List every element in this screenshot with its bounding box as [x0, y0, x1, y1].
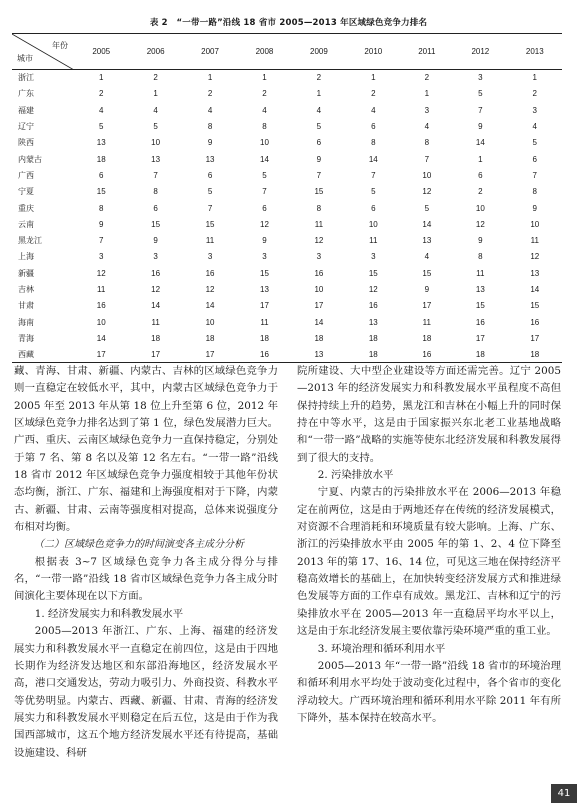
rank-cell: 18: [260, 333, 269, 343]
rank-cell: 18: [422, 333, 432, 343]
rank-cell: 7: [207, 203, 213, 213]
rank-cell: 5: [262, 170, 267, 180]
rank-cell: 4: [532, 122, 537, 132]
city-cell: 上海: [18, 252, 34, 262]
ranking-table: [12, 33, 562, 363]
rank-cell: 18: [96, 154, 106, 164]
rank-cell: 15: [314, 187, 324, 197]
table-row: [12, 216, 562, 232]
rank-cell: 11: [476, 268, 485, 278]
rank-cell: 5: [532, 138, 537, 148]
page-number: 41: [551, 784, 577, 803]
city-cell: 黑龙江: [18, 236, 42, 246]
rank-cell: 2: [262, 89, 267, 99]
table-row: [12, 298, 562, 314]
right-text-column: [297, 363, 561, 727]
city-cell: 辽宁: [18, 122, 34, 132]
city-cell: 福建: [18, 105, 34, 115]
rank-cell: 12: [368, 285, 378, 294]
rank-cell: 9: [207, 138, 213, 148]
rank-cell: 15: [368, 268, 378, 278]
year-header: 2010: [346, 34, 400, 70]
rank-cell: 17: [530, 333, 540, 343]
rank-cell: 3: [316, 252, 322, 262]
table-row: [12, 330, 562, 346]
section-heading: 3. 环境治理和循环利用水平: [317, 642, 446, 655]
rank-cell: 15: [422, 268, 432, 278]
rank-cell: 15: [151, 219, 161, 229]
table-body: [12, 70, 562, 363]
city-cell: 西藏: [12, 347, 74, 363]
city-cell: 青海: [18, 333, 34, 343]
rank-cell: 4: [371, 105, 376, 115]
city-cell: 浙江: [18, 73, 34, 83]
rank-cell: 1: [316, 89, 322, 99]
rank-cell: 15: [205, 219, 215, 229]
rank-cell: 7: [316, 170, 322, 180]
year-header: 2008: [237, 34, 291, 70]
rank-cell: 1: [532, 73, 537, 83]
table-row: [12, 347, 562, 363]
rank-cell: 18: [453, 347, 507, 363]
rank-cell: 13: [368, 317, 378, 327]
year-header: 2013: [508, 34, 562, 70]
rank-cell: 10: [96, 317, 106, 327]
table-row: [12, 86, 562, 102]
rank-cell: 9: [478, 236, 483, 246]
rank-cell: 6: [478, 170, 483, 180]
year-header: 2009: [292, 34, 346, 70]
table-header-row: [12, 34, 562, 70]
city-cell: 宁夏: [18, 187, 34, 197]
rank-cell: 5: [153, 122, 158, 132]
rank-cell: 13: [475, 285, 485, 294]
rank-cell: 2: [153, 73, 158, 83]
rank-cell: 3: [262, 252, 267, 262]
rank-cell: 16: [368, 301, 378, 311]
rank-cell: 8: [371, 138, 376, 148]
table-row: [12, 200, 562, 216]
rank-cell: 11: [530, 236, 539, 246]
rank-cell: 18: [314, 333, 324, 343]
rank-cell: 11: [260, 317, 269, 327]
rank-cell: 18: [346, 347, 400, 363]
rank-cell: 6: [262, 203, 267, 213]
city-cell: 新疆: [18, 268, 34, 278]
year-header: 2005: [74, 34, 128, 70]
rank-cell: 7: [478, 105, 483, 115]
rank-cell: 4: [424, 122, 430, 132]
rank-cell: 5: [207, 187, 213, 197]
rank-cell: 16: [530, 317, 540, 327]
rank-cell: 8: [478, 252, 483, 262]
rank-cell: 7: [262, 187, 267, 197]
paragraph: 根据表 3~7 区域绿色竞争力各主成分得分与排名，“一带一路”沿线 18 省市区域绿色竞争力各主成分时间演化主要体现在以下方面。: [14, 555, 278, 603]
rank-cell: 14: [475, 138, 485, 148]
city-cell: 广西: [18, 170, 34, 180]
rank-cell: 6: [153, 203, 158, 213]
rank-cell: 14: [314, 317, 324, 327]
rank-cell: 9: [153, 236, 158, 246]
rank-cell: 13: [422, 236, 432, 246]
year-header: 2012: [453, 34, 507, 70]
table-row: [12, 151, 562, 167]
rank-cell: 9: [478, 122, 483, 132]
rank-cell: 10: [530, 219, 540, 229]
year-header-label: 年份: [52, 41, 68, 50]
rank-cell: 5: [316, 122, 322, 132]
rank-cell: 2: [207, 89, 213, 99]
rank-cell: 8: [532, 187, 537, 197]
rank-cell: 5: [371, 187, 376, 197]
rank-cell: 17: [422, 301, 432, 311]
rank-cell: 12: [422, 187, 432, 197]
table-row: [12, 135, 562, 151]
rank-cell: 18: [205, 333, 215, 343]
rank-cell: 12: [96, 268, 106, 278]
rank-cell: 1: [153, 89, 158, 99]
rank-cell: 18: [151, 333, 161, 343]
rank-cell: 12: [530, 252, 540, 262]
paragraph: 宁夏、内蒙古的污染排放水平在 2006—2013 年稳定在前两位，这是由于两地还存在传统的经济发展模式，对资源不合理消耗和环境质量有较大影响。上海、广东、浙江的污染排放水平由 2005 年的第 1、2、4 位下降至 2013 年的第 17、16、14 位，可见这三地在保持经济平稳高效增长的基础上，在加快转变经济发展方式和推进绿色发展等方面的工作卓有成效。黑龙江、吉林和辽宁的污染排放水平在 2005—2013 年一直稳居平均水平以上，这是由于东北经济发展主要依靠污染环境严重的重工业。: [297, 486, 561, 638]
rank-cell: 7: [371, 170, 376, 180]
rank-cell: 4: [153, 105, 158, 115]
rank-cell: 2: [371, 89, 376, 99]
rank-cell: 3: [424, 105, 430, 115]
rank-cell: 1: [262, 73, 267, 83]
rank-cell: 3: [98, 252, 104, 262]
rank-cell: 13: [205, 154, 215, 164]
rank-cell: 17: [260, 301, 269, 311]
table-row: [12, 249, 562, 265]
rank-cell: 6: [371, 203, 376, 213]
rank-cell: 6: [371, 122, 376, 132]
rank-cell: 16: [96, 301, 106, 311]
year-header: 2006: [128, 34, 182, 70]
rank-cell: 5: [98, 122, 104, 132]
rank-cell: 8: [207, 122, 213, 132]
rank-cell: 4: [262, 105, 267, 115]
rank-cell: 2: [478, 187, 483, 197]
table-row: [12, 314, 562, 330]
paragraph: 2005—2013 年“一带一路”沿线 18 省市的环境治理和循环利用水平均处于波动变化过程中，各个省市的变化浮动较大。广西环境治理和循环利用水平除 2011 年有所下降外，基本保持在较高水平。: [297, 659, 561, 724]
paragraph: 藏、青海、甘肃、新疆、内蒙古、吉林的区域绿色竞争力则一直稳定在较低水平，其中，内蒙古区域绿色竞争力于 2005 年至 2013 年从第 18 位上升至第 6 位，2012 年区域绿色竞争力排名达到了第 1 位，绿色发展潜力巨大。广西、重庆、云南区域绿色竞争力一直保持稳定，分别处于第 7 名、第 8 名以及第 12 名左右。“一带一路”沿线 18 省市 2012 年区域绿色竞争力强度相较于其他年份状态均衡，浙江、广东、福建和上海强度相对于下降，内蒙古、新疆、甘肃、云南等强度相对提高，总体来说强度分布相对均衡。: [14, 365, 278, 534]
rank-cell: 1: [478, 154, 483, 164]
rank-cell: 16: [237, 347, 291, 363]
paragraph: 2005—2013 年浙江、广东、上海、福建的经济发展实力和科教发展水平一直稳定在前四位，这是由于四地长期作为经济发达地区和东部沿海地区，经济发展水平高，港口交通发达，劳动力吸引力、外商投资、科教水平等优势明显。内蒙古、西藏、新疆、甘肃、青海的经济发展实力和科教发展水平则稳定在后五位，这是由于作为我国西部城市，这五个地方经济发展水平还有待提高，基础设施建设、科研: [14, 625, 278, 759]
rank-cell: 17: [183, 347, 237, 363]
rank-cell: 1: [207, 73, 213, 83]
rank-cell: 14: [422, 219, 432, 229]
rank-cell: 2: [316, 73, 322, 83]
table-row: [12, 184, 562, 200]
rank-cell: 13: [96, 138, 106, 148]
rank-cell: 13: [292, 347, 346, 363]
table-row: [12, 102, 562, 118]
rank-cell: 11: [369, 236, 378, 246]
section-subheading: （二）区域绿色竞争力的时间演变各主成分分析: [34, 539, 244, 551]
rank-cell: 3: [207, 252, 213, 262]
rank-cell: 6: [316, 138, 322, 148]
rank-cell: 3: [532, 105, 537, 115]
rank-cell: 7: [424, 154, 430, 164]
rank-cell: 7: [532, 170, 537, 180]
rank-cell: 10: [475, 203, 485, 213]
rank-cell: 12: [151, 285, 161, 294]
rank-cell: 10: [260, 138, 269, 148]
rank-cell: 15: [530, 301, 540, 311]
rank-cell: 4: [316, 105, 322, 115]
rank-cell: 14: [96, 333, 106, 343]
rank-cell: 14: [205, 301, 215, 311]
city-cell: 陕西: [18, 138, 34, 148]
rank-cell: 5: [424, 203, 430, 213]
rank-cell: 10: [422, 170, 432, 180]
rank-cell: 16: [151, 268, 161, 278]
rank-cell: 1: [371, 73, 376, 83]
rank-cell: 17: [475, 333, 485, 343]
rank-cell: 3: [478, 73, 483, 83]
corner-header-cell: [12, 34, 74, 70]
rank-cell: 14: [151, 301, 161, 311]
rank-cell: 10: [205, 317, 215, 327]
table-row: [12, 167, 562, 183]
rank-cell: 6: [532, 154, 537, 164]
rank-cell: 18: [368, 333, 378, 343]
rank-cell: 10: [314, 285, 324, 294]
rank-cell: 14: [530, 285, 540, 294]
rank-cell: 12: [475, 219, 485, 229]
city-cell: 吉林: [18, 285, 34, 294]
rank-cell: 9: [316, 154, 322, 164]
city-cell: 内蒙古: [18, 154, 42, 164]
rank-cell: 5: [478, 89, 483, 99]
rank-cell: 4: [98, 105, 104, 115]
left-text-column: [14, 363, 278, 762]
section-heading: 1. 经济发展实力和科教发展水平: [34, 607, 184, 620]
rank-cell: 3: [153, 252, 158, 262]
rank-cell: 17: [128, 347, 182, 363]
rank-cell: 17: [314, 301, 324, 311]
year-header: 2007: [183, 34, 237, 70]
rank-cell: 2: [98, 89, 104, 99]
rank-cell: 16: [314, 268, 324, 278]
rank-cell: 7: [153, 170, 158, 180]
rank-cell: 11: [151, 317, 160, 327]
table-row: [12, 118, 562, 134]
city-cell: 重庆: [18, 203, 34, 213]
city-cell: 海南: [18, 317, 34, 327]
rank-cell: 18: [508, 347, 562, 363]
table-row: [12, 232, 562, 248]
rank-cell: 10: [151, 138, 161, 148]
rank-cell: 11: [97, 285, 106, 294]
rank-cell: 4: [424, 252, 430, 262]
rank-cell: 16: [475, 317, 485, 327]
rank-cell: 15: [260, 268, 269, 278]
rank-cell: 7: [98, 236, 104, 246]
rank-cell: 8: [316, 203, 322, 213]
rank-cell: 17: [74, 347, 128, 363]
rank-cell: 9: [262, 236, 267, 246]
table-row: [12, 265, 562, 281]
rank-cell: 9: [98, 219, 104, 229]
rank-cell: 12: [314, 236, 324, 246]
rank-cell: 1: [98, 73, 104, 83]
rank-cell: 3: [371, 252, 376, 262]
rank-cell: 8: [153, 187, 158, 197]
table-row: [12, 281, 562, 297]
rank-cell: 2: [424, 73, 430, 83]
city-cell: 云南: [18, 219, 34, 229]
rank-cell: 12: [205, 285, 215, 294]
rank-cell: 16: [401, 347, 454, 363]
city-header-label: 城市: [17, 54, 33, 63]
table-caption: 表 2 “一带一路”沿线 18 省市 2005—2013 年区域绿色竞争力排名: [149, 18, 428, 28]
rank-cell: 8: [424, 138, 430, 148]
rank-cell: 6: [207, 170, 213, 180]
rank-cell: 13: [260, 285, 269, 294]
rank-cell: 11: [422, 317, 431, 327]
section-heading: 2. 污染排放水平: [317, 469, 394, 482]
rank-cell: 11: [205, 236, 215, 246]
rank-cell: 15: [475, 301, 485, 311]
rank-cell: 9: [532, 203, 537, 213]
table-row: [12, 70, 562, 86]
rank-cell: 14: [368, 154, 378, 164]
rank-cell: 16: [205, 268, 215, 278]
rank-cell: 6: [98, 170, 104, 180]
rank-cell: 4: [207, 105, 213, 115]
year-header: 2011: [401, 34, 454, 70]
rank-cell: 1: [424, 89, 430, 99]
rank-cell: 15: [96, 187, 106, 197]
rank-cell: 9: [424, 285, 430, 294]
rank-cell: 13: [151, 154, 161, 164]
rank-cell: 8: [98, 203, 104, 213]
city-cell: 甘肃: [18, 301, 34, 311]
rank-cell: 2: [532, 89, 537, 99]
rank-cell: 13: [530, 268, 540, 278]
rank-cell: 11: [314, 219, 324, 229]
city-cell: 广东: [18, 89, 34, 99]
paragraph: 院所建设、大中型企业建设等方面还需完善。辽宁 2005—2013 年的经济发展实力和科教发展水平虽程度不高但保持持续上升的趋势，黑龙江和吉林在小幅上升的同时保持在中等水平，这是由于国家振兴东北老工业基地战略和“一带一路”战略的实施等使东北经济发展和科教发展得到了很大的支持。: [297, 365, 561, 464]
rank-cell: 14: [260, 154, 269, 164]
rank-cell: 10: [368, 219, 378, 229]
rank-cell: 12: [260, 219, 269, 229]
rank-cell: 8: [262, 122, 267, 132]
